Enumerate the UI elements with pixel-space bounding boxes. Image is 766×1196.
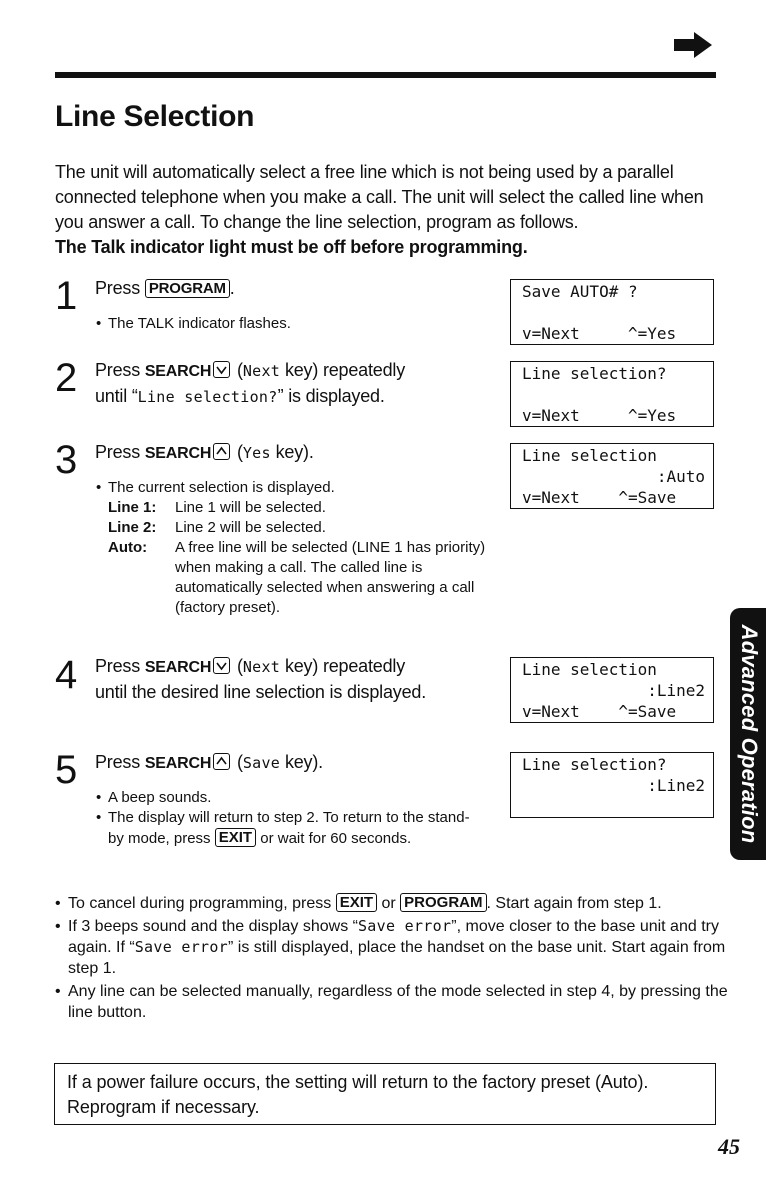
- step-1-instruction: Press PROGRAM .: [95, 278, 235, 298]
- step-5-number: 5: [55, 748, 78, 792]
- page-title: Line Selection: [55, 100, 255, 133]
- page-number: 45: [718, 1134, 740, 1159]
- note-save-error: • If 3 beeps sound and the display shows “Save error”, move closer to the base unit and try again. If “Save error” is still displayed, place the handset on the base unit. Start again from step 1.: [55, 917, 726, 977]
- note-cancel: • To cancel during programming, press EXIT or PROGRAM . Start again from step 1.: [55, 894, 662, 912]
- down-arrow-key-icon: [213, 657, 230, 674]
- down-arrow-key-icon: [213, 361, 230, 378]
- step-1-number: 1: [55, 274, 78, 318]
- intro-paragraph: [55, 160, 735, 260]
- up-arrow-key-icon: [213, 753, 230, 770]
- exit-key: EXIT: [336, 893, 377, 912]
- step-3-display: Line selection :Auto v=Next ^=Save: [510, 443, 714, 509]
- step-5-display: Line selection? :Line2: [510, 752, 714, 818]
- option-line1: Line 1: Line 1 will be selected.: [108, 499, 326, 516]
- top-rule: [55, 72, 716, 78]
- step-5-note-1: • A beep sounds.: [96, 789, 212, 806]
- search-key-label: SEARCH: [144, 659, 212, 676]
- step-5-note-2: • The display will return to step 2. To return to the stand-by mode, press EXIT or wait for 60 seconds.: [96, 809, 470, 847]
- step-2-display: Line selection? v=Next ^=Yes: [510, 361, 714, 427]
- intro-warning: The Talk indicator light must be off before programming.: [55, 237, 528, 257]
- notes-list: [55, 893, 735, 1023]
- step-2-number: 2: [55, 356, 78, 400]
- step-1-display: Save AUTO# ? v=Next ^=Yes: [510, 279, 714, 345]
- program-key: PROGRAM: [145, 279, 230, 298]
- program-key: PROGRAM: [400, 893, 486, 912]
- line-options-list: [108, 498, 495, 618]
- step-3-instruction: Press SEARCH (Yes key).: [95, 442, 314, 462]
- step-4-display: Line selection :Line2 v=Next ^=Save: [510, 657, 714, 723]
- intro-text: The unit will automatically select a free line which is not being used by a parallel connected telephone when you make a call. The unit will select the called line when you answer a call. To change the line selection, program as follows.: [55, 162, 704, 232]
- option-auto: Auto: A free line will be selected (LINE 1 has priority) when making a call. The called line is automatically selected when answering a call (factory preset).: [108, 539, 486, 616]
- right-arrow-icon: [672, 30, 714, 60]
- step-3-number: 3: [55, 438, 78, 482]
- exit-key: EXIT: [215, 828, 256, 847]
- step-3-note: • The current selection is displayed.: [96, 479, 335, 496]
- option-line2: Line 2: Line 2 will be selected.: [108, 519, 326, 536]
- step-5-instruction: Press SEARCH (Save key).: [95, 752, 323, 772]
- step-2-instruction: Press SEARCH (Next key) repeatedly until “Line selection?” is displayed.: [95, 360, 406, 406]
- note-manual: • Any line can be selected manually, regardless of the mode selected in step 4, by pressing the line button.: [55, 983, 728, 1021]
- search-key-label: SEARCH: [144, 755, 212, 772]
- search-key-label: SEARCH: [144, 363, 212, 380]
- step-1-note: • The TALK indicator flashes.: [96, 315, 291, 332]
- search-key-label: SEARCH: [144, 445, 212, 462]
- up-arrow-key-icon: [213, 443, 230, 460]
- section-side-tab: Advanced Operation: [730, 608, 766, 860]
- step-4-number: 4: [55, 653, 78, 697]
- step-4-instruction: Press SEARCH (Next key) repeatedly until the desired line selection is displayed.: [95, 656, 426, 702]
- power-failure-note: If a power failure occurs, the setting will return to the factory preset (Auto). Reprogram if necessary.: [54, 1063, 716, 1125]
